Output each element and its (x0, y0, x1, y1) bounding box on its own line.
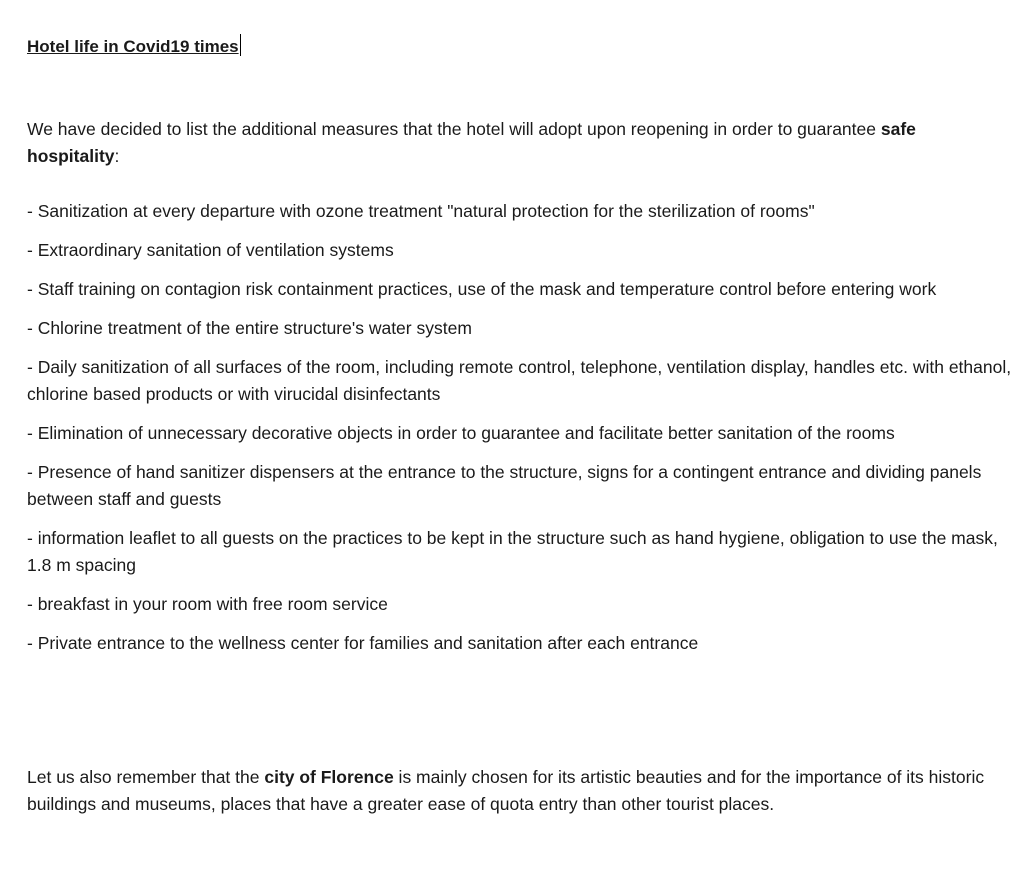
list-item: - Elimination of unnecessary decorative objects in order to guarantee and facilitate better sanitation of the rooms (27, 423, 895, 443)
measures-list (27, 198, 1012, 669)
document-title-text: Hotel life in Covid19 times (27, 37, 239, 56)
list-item: - information leaflet to all guests on the practices to be kept in the structure such as hand hygiene, obligation to use the mask, 1.8 m spacing (27, 528, 998, 575)
list-item: - Daily sanitization of all surfaces of the room, including remote control, telephone, ventilation display, handles etc. with ethanol, chlorine based products or with virucidal disinfectants (27, 357, 1012, 404)
closing-paragraph (27, 764, 987, 818)
list-item: - Staff training on contagion risk containment practices, use of the mask and temperature control before entering work (27, 279, 937, 299)
list-item: - Presence of hand sanitizer dispensers at the entrance to the structure, signs for a contingent entrance and dividing panels between staff and guests (27, 462, 982, 509)
text-cursor (240, 34, 241, 56)
intro-bold-text: safe hospitality (27, 119, 916, 166)
closing-bold-text: city of Florence (264, 767, 394, 787)
list-item: - Chlorine treatment of the entire structure's water system (27, 318, 472, 338)
list-item: - Sanitization at every departure with ozone treatment "natural protection for the sterilization of rooms" (27, 201, 815, 221)
closing-text-start: Let us also remember that the (27, 767, 265, 787)
closing-text-end: is mainly chosen for its artistic beauties and for the importance of its historic buildings and museums, places that have a greater ease of quota entry than other tourist places. (27, 767, 985, 814)
list-item: - breakfast in your room with free room service (27, 594, 388, 614)
list-item: - Extraordinary sanitation of ventilation systems (27, 240, 394, 260)
intro-end: : (114, 146, 120, 166)
intro-text: We have decided to list the additional measures that the hotel will adopt upon reopening in order to guarantee (27, 119, 881, 139)
list-item: - Private entrance to the wellness center for families and sanitation after each entrance (27, 633, 699, 653)
document-title (27, 33, 241, 60)
intro-paragraph (27, 116, 987, 170)
